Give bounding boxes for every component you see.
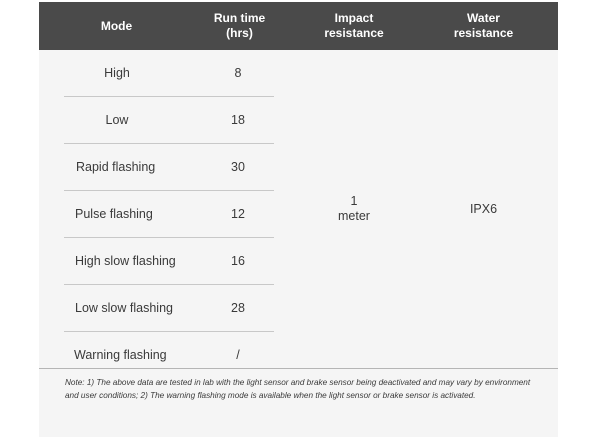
table-header: [39, 2, 558, 50]
footnote: Note: 1) The above data are tested in lab with the light sensor and brake sensor being deactivated and may vary by environment and user conditions; 2) The warning flashing mode is available when the light sensor or brake sensor is activated.: [65, 378, 531, 400]
water-value-text: IPX6: [469, 201, 498, 216]
row-mode: High slow flashing: [75, 254, 176, 268]
header-mode: [39, 2, 194, 50]
row-mode: Rapid flashing: [76, 160, 156, 174]
row-run-time: 30: [231, 160, 245, 174]
header-run-time: [194, 2, 285, 50]
row-run-time: 16: [231, 254, 245, 268]
impact-value-text: 1 meter: [338, 194, 370, 223]
row-run-time: 8: [234, 66, 242, 80]
water-resistance-value: [424, 50, 543, 368]
row-run-time: 12: [231, 207, 245, 221]
row-run-time: 28: [231, 301, 245, 315]
header-impact-label: Impact resistance: [324, 11, 384, 40]
impact-resistance-value: [299, 50, 409, 368]
row-mode: High: [104, 66, 130, 80]
row-run-time: /: [236, 348, 240, 362]
header-impact-resistance: [299, 2, 409, 50]
header-mode-label: Mode: [100, 18, 133, 33]
spec-table-panel: [39, 2, 558, 437]
row-mode: Pulse flashing: [75, 207, 153, 221]
header-water-resistance: [424, 2, 543, 50]
row-mode: Low slow flashing: [75, 301, 173, 315]
row-mode: Low: [105, 113, 129, 127]
row-mode: Warning flashing: [74, 348, 167, 362]
note-divider: [39, 368, 558, 369]
row-run-time: 18: [231, 113, 245, 127]
header-run-time-label: Run time (hrs): [213, 11, 266, 40]
header-water-label: Water resistance: [453, 11, 514, 40]
